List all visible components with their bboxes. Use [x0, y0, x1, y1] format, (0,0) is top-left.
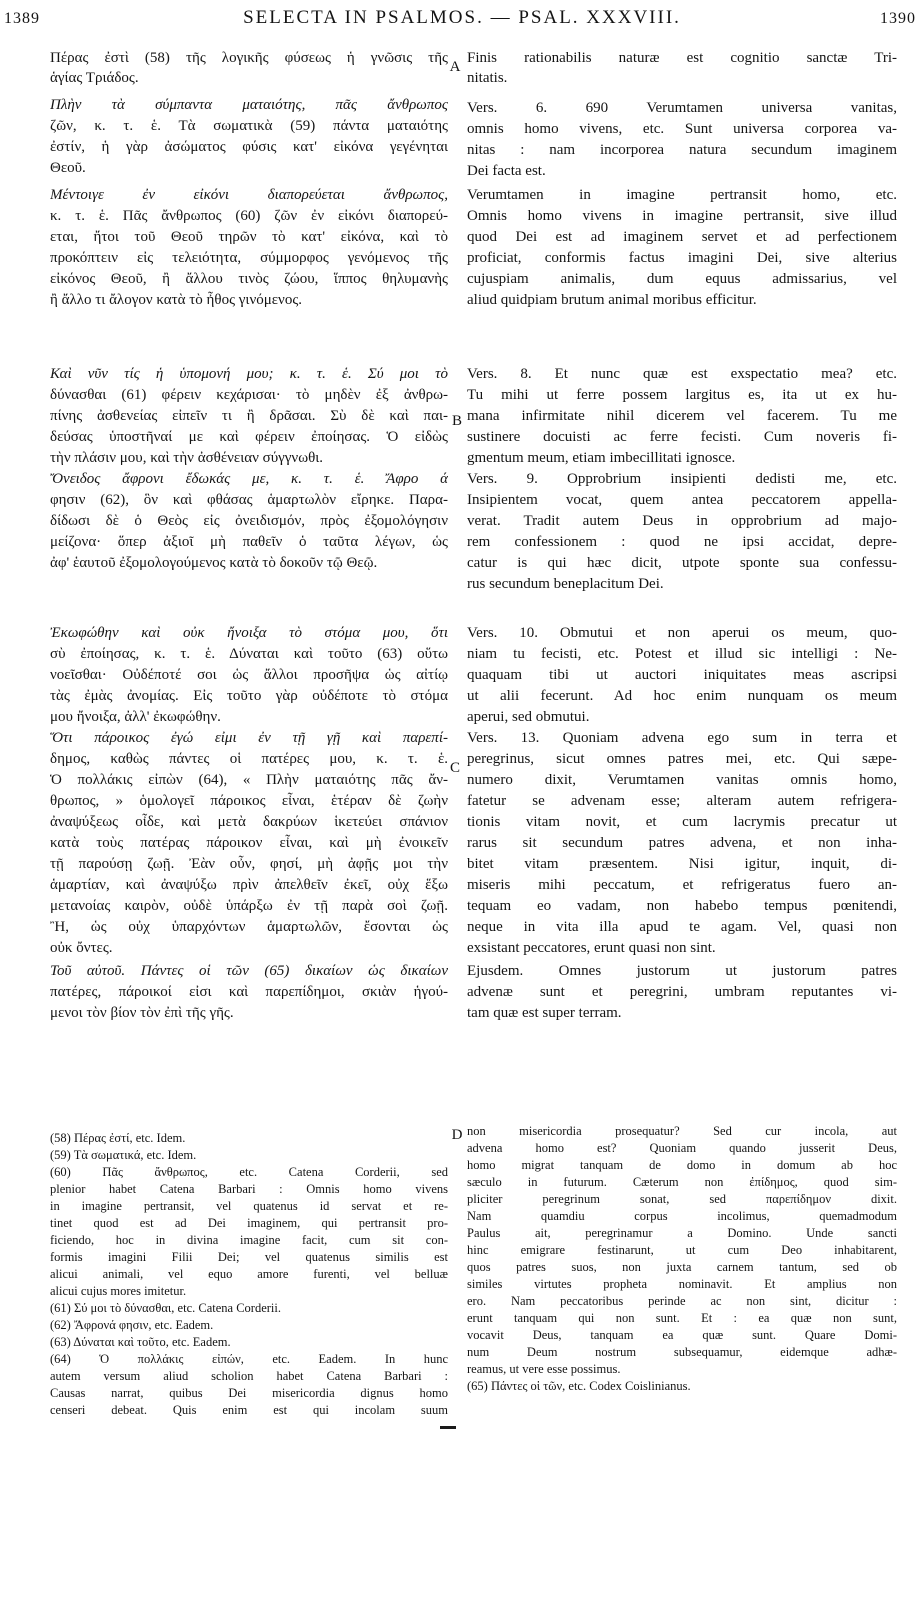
page-number-left: 1389 — [4, 10, 40, 27]
latin-text-line: aperui, sed obmutui. — [467, 709, 590, 725]
greek-text-line: δεύσας ὑποστῆναί με καὶ φέρειν ἐποίησας. Ὁ εἰδὼς — [50, 429, 448, 445]
margin-marker-b: B — [451, 413, 462, 429]
footnote-line: hinc emigrare festinarunt, ut cum Deo inhabitarent, — [467, 1243, 897, 1257]
greek-text-line: πίνης ἀσθενείας εἰπεῖν τι ἢ δρᾶσαι. Σὺ δὲ καὶ παι- — [50, 408, 448, 424]
greek-text-line: δύνασθαι (61) φέρειν κεχάρισαι· τὸ μηδὲν ἐξ ἀνθρω- — [50, 387, 448, 403]
greek-text-line: σὺ ἐποίησας, κ. τ. ἑ. Δύναται καὶ τοῦτο (63) οὕτω — [50, 646, 448, 662]
footnote-line: sæculo in futurum. Cæterum non ἐπίδημος, quod sim- — [467, 1175, 897, 1189]
footnote-line: num Deum nostrum subsequamur, eidemque adhæ- — [467, 1345, 897, 1359]
greek-text-line: εται, ἤτοι τοῦ Θεοῦ τηρῶν τὸ κατ' εἰκόνα, καὶ τὸ — [50, 229, 448, 245]
latin-text-line: Tu mihi ut ferre possem largitus es, ita ut ex hu- — [467, 387, 897, 403]
footnotes-left — [50, 1130, 448, 1430]
greek-text-line: τὰς ἐμὰς ἀνομίας. Εἰς τοῦτο γὰρ οὐδέποτε τὸ στόμα — [50, 688, 448, 704]
greek-text-line: Ὅτι πάροικος ἐγώ εἰμι ἐν τῇ γῇ καὶ παρεπί- — [50, 730, 448, 746]
latin-text-line: Ejusdem. Omnes justorum ut justorum patres — [467, 963, 897, 979]
latin-text-line: Vers. 8. Et nunc quæ est exspectatio mea? etc. — [467, 366, 897, 382]
greek-text-line: ἀφ' ἑαυτοῦ ἐξομολογούμενος κατὰ τὸ δοκοῦν τῷ Θεῷ. — [50, 555, 378, 571]
latin-text-line: tam quæ est super terram. — [467, 1005, 622, 1021]
latin-text-line: sustinere docuisti ac ferre fecisti. Cum noveris fi- — [467, 429, 897, 445]
greek-text-line: προκόπτειν εἰς τελειότητα, σύμμορφος γενόμενος τῆς — [50, 250, 448, 266]
footnote-line: in imagine pertransit, vel quatenus id servat et re- — [50, 1199, 448, 1213]
greek-text-line: νοεῖσθαι· Οὐδέποτέ σοι ὡς ἄλλοι προσῆψα ὡς αἰτίῳ — [50, 667, 448, 683]
footnote-line: pliciter peregrinum sonat, sed παρεπίδημον dixit. — [467, 1192, 897, 1206]
footnote-line: homo migrat tanquam de domo in domum ab hoc — [467, 1158, 897, 1172]
footnote-line: (58) Πέρας ἐστί, etc. Idem. — [50, 1131, 186, 1145]
greek-text-line: Τοῦ αὐτοῦ. Πάντες οἱ τῶν (65) δικαίων ὡς δικαίων — [50, 963, 448, 979]
latin-text-line: peregrinus, sicut omnes patres mei, etc. Qui sæpe- — [467, 751, 897, 767]
latin-text-line: Vers. 13. Quoniam advena ego sum in terra et — [467, 730, 897, 746]
latin-text-line: exsistant peccatores, erunt quasi non sint. — [467, 940, 716, 956]
footnotes-right — [467, 1123, 897, 1423]
latin-text-line: Finis rationabilis naturæ est cognitio sanctæ Tri- — [467, 50, 897, 66]
greek-text-line: κατὰ τοὺς πατέρας πάροικον εἶναι, καὶ μὴ ἐνοικεῖν — [50, 835, 448, 851]
running-title: SELECTA IN PSALMOS. — PSAL. XXXVIII. — [243, 7, 681, 28]
footnote-line: alicui cujus mores imitetur. — [50, 1284, 187, 1298]
greek-text-line: μείζονα· ὅπερ ἀξιοῖ μὴ παθεῖν ὁ ταῦτα λέγων, ὡς — [50, 534, 448, 550]
greek-text-line: ζῶν, κ. τ. ἑ. Τὰ σωματικὰ (59) πάντα ματαιότης — [50, 118, 448, 134]
latin-text-line: Vers. 10. Obmutui et non aperui os meum, quo- — [467, 625, 897, 641]
page-number-right: 1390 — [880, 10, 916, 27]
latin-text-line: Dei facta est. — [467, 163, 546, 179]
greek-text-line: φησιν (62), ὃν καὶ φθάσας ἁμαρτωλὸν εἴρηκε. Παρα- — [50, 492, 448, 508]
latin-text-line: verat. Tradit autem Deus in opprobrium ad majo- — [467, 513, 897, 529]
footnote-line: similes virtutes propheta nominavit. Et amplius non — [467, 1277, 897, 1291]
greek-text-line: τὴν πλάσιν μου, καὶ τὴν ἀσθένειαν σύγγνωθι. — [50, 450, 324, 466]
bottom-rule — [440, 1426, 456, 1429]
latin-text-line: Insipientem vocat, quem antea peccatorem appella- — [467, 492, 897, 508]
footnote-line: (63) Δύναται καὶ τοῦτο, etc. Eadem. — [50, 1335, 231, 1349]
latin-text-line: quod Dei est ad imaginem servet et ad perfectionem — [467, 229, 897, 245]
greek-text-line: δίδωσι δὲ ὁ Θεὸς εἰς ὀνειδισμόν, πρὸς ἐξομολόγησιν — [50, 513, 448, 529]
greek-text-line: μου ἤνοιξα, ἀλλ' ἐκωφώθην. — [50, 709, 221, 725]
greek-text-line: εἰκόνος Θεοῦ, ἢ ἄλλου τινὸς ζώου, ἵππος θηλυμανὴς — [50, 271, 448, 287]
margin-marker-d: D — [451, 1127, 463, 1143]
latin-text-line: proficiat, conformis factus imagini Dei, sive alterius — [467, 250, 897, 266]
greek-text-line: μετανοίας καιρὸν, οὐδὲ ὑπάρξω ἐν τῇ παρὰ σοὶ ζωῇ. — [50, 898, 448, 914]
latin-text-line: nitas : nam incorporea natura secundum imaginem — [467, 142, 897, 158]
latin-text-line: rus secundum beneplacitum Dei. — [467, 576, 664, 592]
greek-text-line: ἐστίν, ἡ γὰρ ἀσώματος φύσις κατ' εἰκόνα γεγένηται — [50, 139, 448, 155]
greek-text-line: ἁγίας Τριάδος. — [50, 70, 139, 86]
latin-text-line: tequam eo vadam, non habebo tempus pœnitendi, — [467, 898, 897, 914]
greek-text-line: κ. τ. ἑ. Πᾶς ἄνθρωπος (60) ζῶν ἐν εἰκόνι διαπορεύ- — [50, 208, 448, 224]
footnote-line: quos patres suos, non juxta carnem tantum, sed ob — [467, 1260, 897, 1274]
greek-text-line: τῇ παρούσῃ ζωῇ. Ἐὰν οὖν, φησί, μὴ ἀφῇς μοι τὴν — [50, 856, 448, 872]
greek-text-line: οὐκ ὄντες. — [50, 940, 113, 956]
latin-text-line: quaquam tibi ut auctori iniquitates meas ascripsi — [467, 667, 897, 683]
greek-text-line: ἁμαρτίαν, καὶ ἀναψύξω πρὶν ἀπελθεῖν ἐκεῖ, οὐχ ἕξω — [50, 877, 448, 893]
greek-text-line: ἢ ἄλλο τι ἄλογον κατὰ τὸ ἦθος γινόμενος. — [50, 292, 303, 308]
latin-text-line: cujuspiam animalis, dum equus admissarius, vel — [467, 271, 897, 287]
greek-text-line: πατέρες, πάροικοί εἰσι καὶ παρεπίδημοι, σκιὰν ἡγού- — [50, 984, 448, 1000]
latin-text-line: Omnis homo vivens in imagine pertransit, sive illud — [467, 208, 897, 224]
footnote-line: (65) Πάντες οἱ τῶν, etc. Codex Coislinianus. — [467, 1379, 691, 1393]
greek-text-line: Πέρας ἐστὶ (58) τῆς λογικῆς φύσεως ἡ γνῶσις τῆς — [50, 50, 448, 66]
latin-text-line: niam tu fecisti, etc. Potest et illud sic intelligi : Ne- — [467, 646, 897, 662]
footnote-line: vocavit Deus, tanquam ea quæ sunt. Quare Domi- — [467, 1328, 897, 1342]
footnote-line: formis imagini Filii Dei; vel quatenus similis est — [50, 1250, 448, 1264]
footnote-line: plenior habet Catena Barbari : Omnis homo vivens — [50, 1182, 448, 1196]
greek-text-line: Ἐκωφώθην καὶ οὐκ ἤνοιξα τὸ στόμα μου, ὅτι — [50, 625, 448, 641]
footnote-line: reamus, ut vere esse possimus. — [467, 1362, 621, 1376]
footnote-line: non misericordia prosequatur? Sed cur incola, aut — [467, 1124, 897, 1138]
greek-text-line: Ὁ πολλάκις εἰπὼν (64), « Πλὴν ματαιότης πᾶς ἄν- — [50, 772, 448, 788]
latin-text-line: rem confessionem : quod ne ipsi accidat, depre- — [467, 534, 897, 550]
greek-text-line: θρωπος, » ὁμολογεῖ πάροικος εἶναι, ἑτέραν δὲ ζωὴν — [50, 793, 448, 809]
latin-text-line: aliud quidpiam brutum animal moribus efficitur. — [467, 292, 757, 308]
latin-text-line: advenæ sunt et peregrini, umbram reputantes vi- — [467, 984, 897, 1000]
latin-text-line: gmentum meum, etiam imbecillitati ignosce. — [467, 450, 736, 466]
greek-text-line: Ὄνειδος ἄφρονι ἔδωκάς με, κ. τ. ἑ. Ἄφρο ά — [50, 471, 448, 487]
greek-text-line: Ἢ, ὡς οὐχ ὑπαρχόντων ἁμαρτωλῶν, ἔσονται ὡς — [50, 919, 448, 935]
greek-text-line: Πλὴν τὰ σύμπαντα ματαιότης, πᾶς ἄνθρωπος — [50, 97, 448, 113]
greek-text-line: Μέντοιγε ἐν εἰκόνι διαπορεύεται ἄνθρωπος, — [50, 187, 448, 203]
latin-text-line: omnis homo vivens, etc. Sunt universa corporea va- — [467, 121, 897, 137]
footnote-line: censeri debeat. Quis enim est qui incolam suum — [50, 1403, 448, 1417]
greek-text-line: Θεοῦ. — [50, 160, 86, 176]
footnote-line: Causas narrat, quibus Dei misericordia dignus homo — [50, 1386, 448, 1400]
latin-text-line: miseris mihi peccatum, et refrigeratus fuero an- — [467, 877, 897, 893]
footnote-line: alicui animali, vel equo amore furenti, vel belluæ — [50, 1267, 448, 1281]
latin-text-line: rarus sit secundum patres advena, et non inha- — [467, 835, 897, 851]
greek-text-line: μενοι τὸν βίον τὸν ἐπὶ τῆς γῆς. — [50, 1005, 234, 1021]
latin-text-line: Vers. 9. Opprobrium insipienti dedisti me, etc. — [467, 471, 897, 487]
footnote-line: (59) Τὰ σωματικά, etc. Idem. — [50, 1148, 197, 1162]
greek-text-line: ἀναψύξεως οἶδε, καὶ μετὰ δακρύων ἱκετεύει σπάνιον — [50, 814, 448, 830]
latin-text-column — [467, 48, 897, 1021]
latin-text-line: mana infirmitate nihil dicerem vel facerem. Tu me — [467, 408, 897, 424]
latin-text-line: nitatis. — [467, 70, 508, 86]
footnote-line: erunt tanquam qui non sunt. Et : ea quæ non sunt, — [467, 1311, 897, 1325]
latin-text-line: Vers. 6. 690 Verumtamen universa vanitas, — [467, 100, 897, 116]
greek-text-line: δημος, καθὼς πάντες οἱ πατέρες μου, κ. τ. ἑ. — [50, 751, 448, 767]
latin-text-line: tionis vitam novit, et cum lacrymis precatur ut — [467, 814, 897, 830]
footnote-line: Nam quamdiu corpus incolimus, quemadmodum — [467, 1209, 897, 1223]
footnote-line: autem versum aliud scholion habet Catena Barbari : — [50, 1369, 448, 1383]
greek-text-line: Καὶ νῦν τίς ἡ ὑπομονή μου; κ. τ. ἑ. Σύ μοι τὸ — [50, 366, 448, 382]
latin-text-line: fatetur se advenam esse; alteram autem refrigera- — [467, 793, 897, 809]
latin-text-line: bitet vitam præsentem. Nisi igitur, inquit, di- — [467, 856, 897, 872]
footnote-line: ficiendo, hoc in divina imagine facit, cum sit con- — [50, 1233, 448, 1247]
latin-text-line: neque in vita illa apud te agam. Vel, quasi non — [467, 919, 897, 935]
latin-text-line: Verumtamen in imagine pertransit homo, etc. — [467, 187, 897, 203]
footnote-line: (64) Ὁ πολλάκις εἰπών, etc. Eadem. In hunc — [50, 1352, 448, 1366]
greek-text-column — [50, 48, 448, 1021]
latin-text-line: catur is qui hæc dicit, utpote sponte sua confessu- — [467, 555, 897, 571]
footnote-line: ero. Nam peccatoribus perinde ac non sint, dicitur : — [467, 1294, 897, 1308]
margin-marker-a: A — [449, 59, 461, 75]
running-header — [0, 6, 924, 36]
footnote-line: Paulus ait, peregrinamur a Domino. Unde sancti — [467, 1226, 897, 1240]
latin-text-line: numero dixit, Verumtamen vanitas omnis homo, — [467, 772, 897, 788]
footnote-line: (62) Ἄφρονά φησιν, etc. Eadem. — [50, 1318, 214, 1332]
footnote-line: advena homo est? Quoniam quando jusserit Deus, — [467, 1141, 897, 1155]
margin-marker-c: C — [449, 760, 460, 776]
footnote-line: (60) Πᾶς ἄνθρωπος, etc. Catena Corderii, sed — [50, 1165, 448, 1179]
footnote-line: tinet quod est ad Dei imaginem, qui pertransit pro- — [50, 1216, 448, 1230]
latin-text-line: ut alii fecerunt. Ad hoc enim nunquam os meum — [467, 688, 897, 704]
footnote-line: (61) Σύ μοι τὸ δύνασθαι, etc. Catena Corderii. — [50, 1301, 281, 1315]
